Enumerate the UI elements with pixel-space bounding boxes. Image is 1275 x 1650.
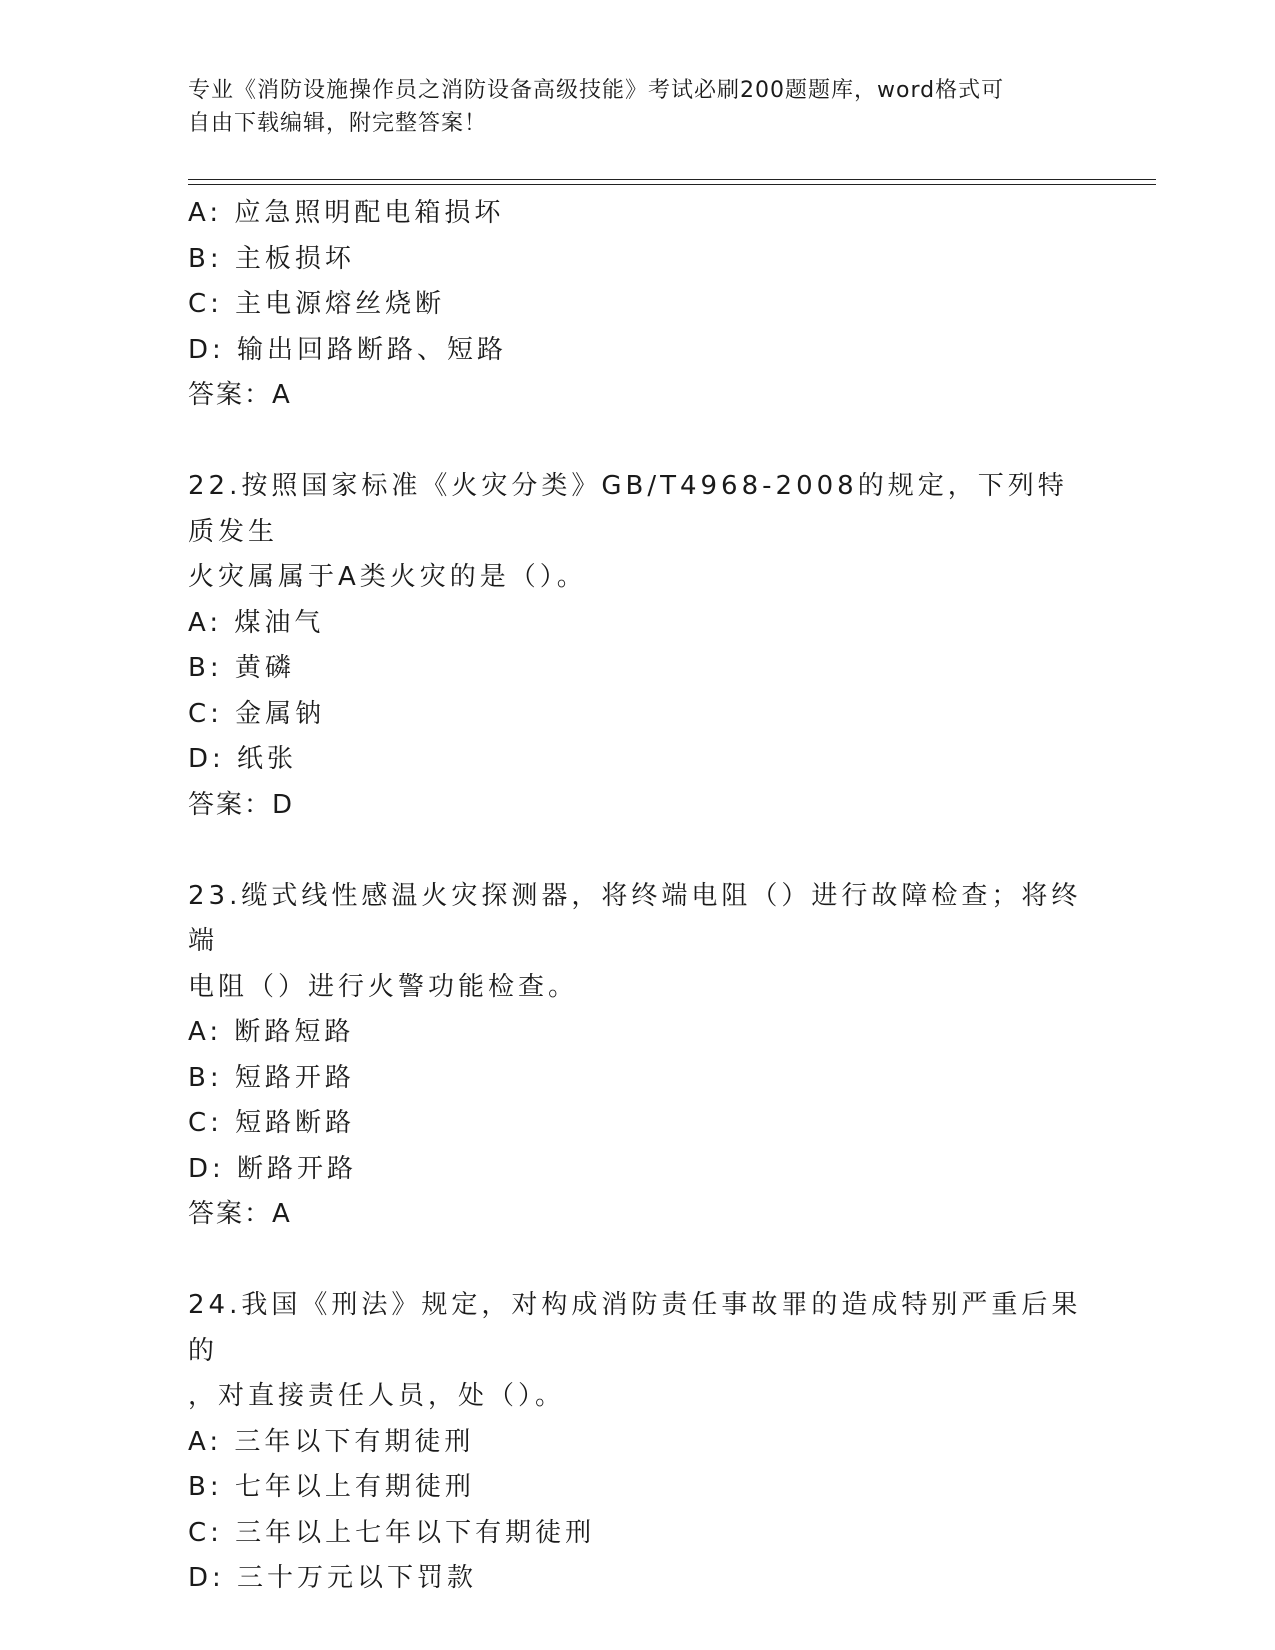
option-a: A: 三年以下有期徒刑: [188, 1426, 475, 1457]
option-b: B: 主板损坏: [188, 243, 355, 274]
option-d: D: 三十万元以下罚款: [188, 1563, 478, 1593]
option-d: D: 输出回路断路、短路: [188, 334, 508, 365]
header-line-2: 自由下载编辑，附完整答案！: [188, 111, 488, 136]
document-header: [188, 74, 1068, 140]
header-rule-top: [188, 179, 1156, 180]
option-a: A: 煤油气: [188, 607, 325, 638]
question-22: [188, 464, 1088, 828]
question-stem-line-2: 电阻（）进行火警功能检查。: [188, 971, 579, 1002]
question-stem-line-1: 24.我国《刑法》规定，对构成消防责任事故罪的造成特别严重后果的: [188, 1290, 1082, 1366]
spacer: [188, 828, 1088, 874]
question-24: [188, 1283, 1088, 1602]
answer: 答案：D: [188, 789, 295, 820]
option-d: D: 纸张: [188, 744, 298, 774]
spacer: [188, 1238, 1088, 1284]
option-c: C: 金属钠: [188, 698, 326, 729]
option-b: B: 黄磷: [188, 653, 295, 683]
answer: 答案：A: [188, 380, 292, 410]
header-line-1: 专业《消防设施操作员之消防设备高级技能》考试必刷200题题库，word格式可: [188, 78, 1005, 103]
header-rule-bottom: [188, 184, 1156, 185]
question-stem-line-2: ，对直接责任人员，处（）。: [188, 1381, 566, 1411]
option-a: A: 应急照明配电箱损坏: [188, 198, 505, 228]
option-d: D: 断路开路: [188, 1153, 358, 1184]
question-stem-line-2: 火灾属属于A类火灾的是（）。: [188, 562, 587, 592]
option-c: C: 主电源熔丝烧断: [188, 289, 446, 319]
question-stem-line-1: 22.按照国家标准《火灾分类》GB/T4968-2008的规定，下列特质发生: [188, 471, 1068, 547]
question-stem-line-1: 23.缆式线性感温火灾探测器，将终端电阻（）进行故障检查；将终端: [188, 880, 1082, 956]
document-body: [188, 191, 1088, 1602]
option-a: A: 断路短路: [188, 1017, 355, 1047]
option-b: B: 短路开路: [188, 1062, 355, 1093]
spacer: [188, 419, 1088, 465]
question-21: [188, 191, 1088, 419]
option-c: C: 短路断路: [188, 1108, 356, 1138]
option-c: C: 三年以上七年以下有期徒刑: [188, 1517, 596, 1548]
answer: 答案：A: [188, 1199, 292, 1229]
option-b: B: 七年以上有期徒刑: [188, 1472, 475, 1502]
question-23: [188, 874, 1088, 1238]
